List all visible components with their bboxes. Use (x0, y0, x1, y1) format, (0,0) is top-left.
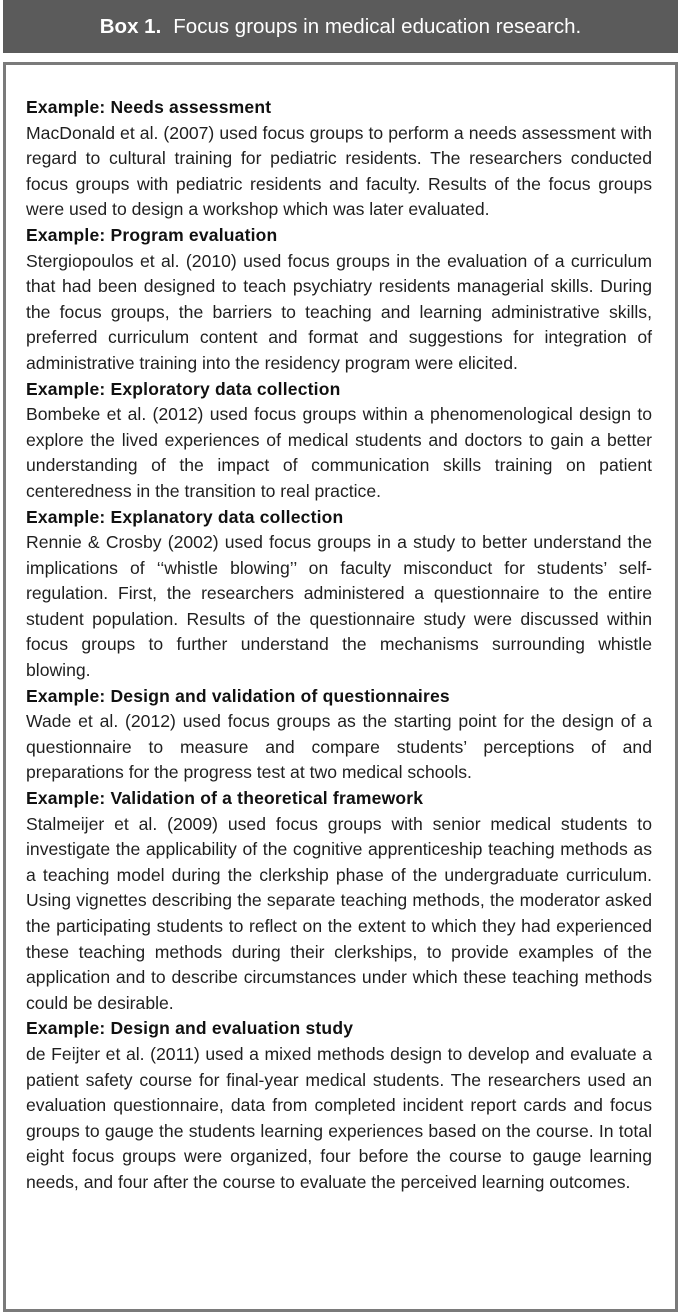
box-title: Focus groups in medical education research. (173, 14, 582, 38)
example-program-evaluation (26, 223, 652, 377)
section-text: MacDonald et al. (2007) used focus groups to perform a needs assessment with regard to cultural training for pediatric residents. The researchers conducted focus groups with pediatric residents and faculty. Results of the focus groups were used to design a workshop which was later evaluated. (26, 122, 652, 220)
section-text: Rennie & Crosby (2002) used focus groups in a study to better understand the implications of ‘‘whistle blowing’’ on faculty misconduct for students’ self-regulation. First, the researchers administered a questionnaire to the entire student population. Results of the questionnaire study were discussed within focus groups to further understand the mechanisms surrounding whistle blowing. (26, 532, 652, 681)
example-exploratory-data-collection (26, 377, 652, 505)
example-design-evaluation-study (26, 1016, 652, 1195)
example-validation-theoretical-framework (26, 786, 652, 1016)
example-design-validation-questionnaires (26, 684, 652, 786)
section-text: Stalmeijer et al. (2009) used focus groups with senior medical students to investigate the applicability of the cognitive apprenticeship teaching methods as a teaching model during the clerkship phase of the undergraduate curriculum. Using vignettes describing the separate teaching methods, the moderator asked the participating students to reflect on the extent to which they had experienced these teaching methods during their clerkships, to provide examples of the application and to describe circumstances under which these teaching methods could be desirable. (26, 813, 652, 1013)
section-text: Stergiopoulos et al. (2010) used focus groups in the evaluation of a curriculum that had been designed to teach psychiatry residents managerial skills. During the focus groups, the barriers to teaching and learning administrative skills, preferred curriculum content and format and suggestions for integration of administrative training into the residency program were elicited. (26, 250, 652, 373)
section-text: Bombeke et al. (2012) used focus groups within a phenomenological design to explore the lived experiences of medical students and doctors to gain a better understanding of the impact of communication skills training on patient centeredness in the transition to real practice. (26, 404, 652, 501)
section-heading: Example: Explanatory data collection (26, 506, 344, 527)
section-heading: Example: Validation of a theoretical framework (26, 788, 424, 809)
section-heading: Example: Program evaluation (26, 224, 278, 245)
section-text: Wade et al. (2012) used focus groups as the starting point for the design of a questionnaire to measure and compare students’ perceptions of and preparations for the progress test at two medical schools. (26, 711, 652, 783)
box-body (3, 62, 678, 1312)
section-text: de Feijter et al. (2011) used a mixed methods design to develop and evaluate a patient safety course for final-year medical students. The researchers used an evaluation questionnaire, data from completed incident report cards and focus groups to gauge the students learning experiences based on the course. In total eight focus groups were organized, four before the course to gauge learning needs, and four after the course to evaluate the perceived learning outcomes. (26, 1043, 652, 1192)
section-heading: Example: Design and validation of questionnaires (26, 685, 450, 706)
section-heading: Example: Design and evaluation study (26, 1018, 354, 1039)
example-needs-assessment (26, 95, 652, 223)
box-header (3, 0, 678, 53)
box-label: Box 1. (99, 14, 162, 38)
section-heading: Example: Exploratory data collection (26, 378, 341, 399)
section-heading: Example: Needs assessment (26, 97, 272, 117)
example-explanatory-data-collection (26, 505, 652, 684)
